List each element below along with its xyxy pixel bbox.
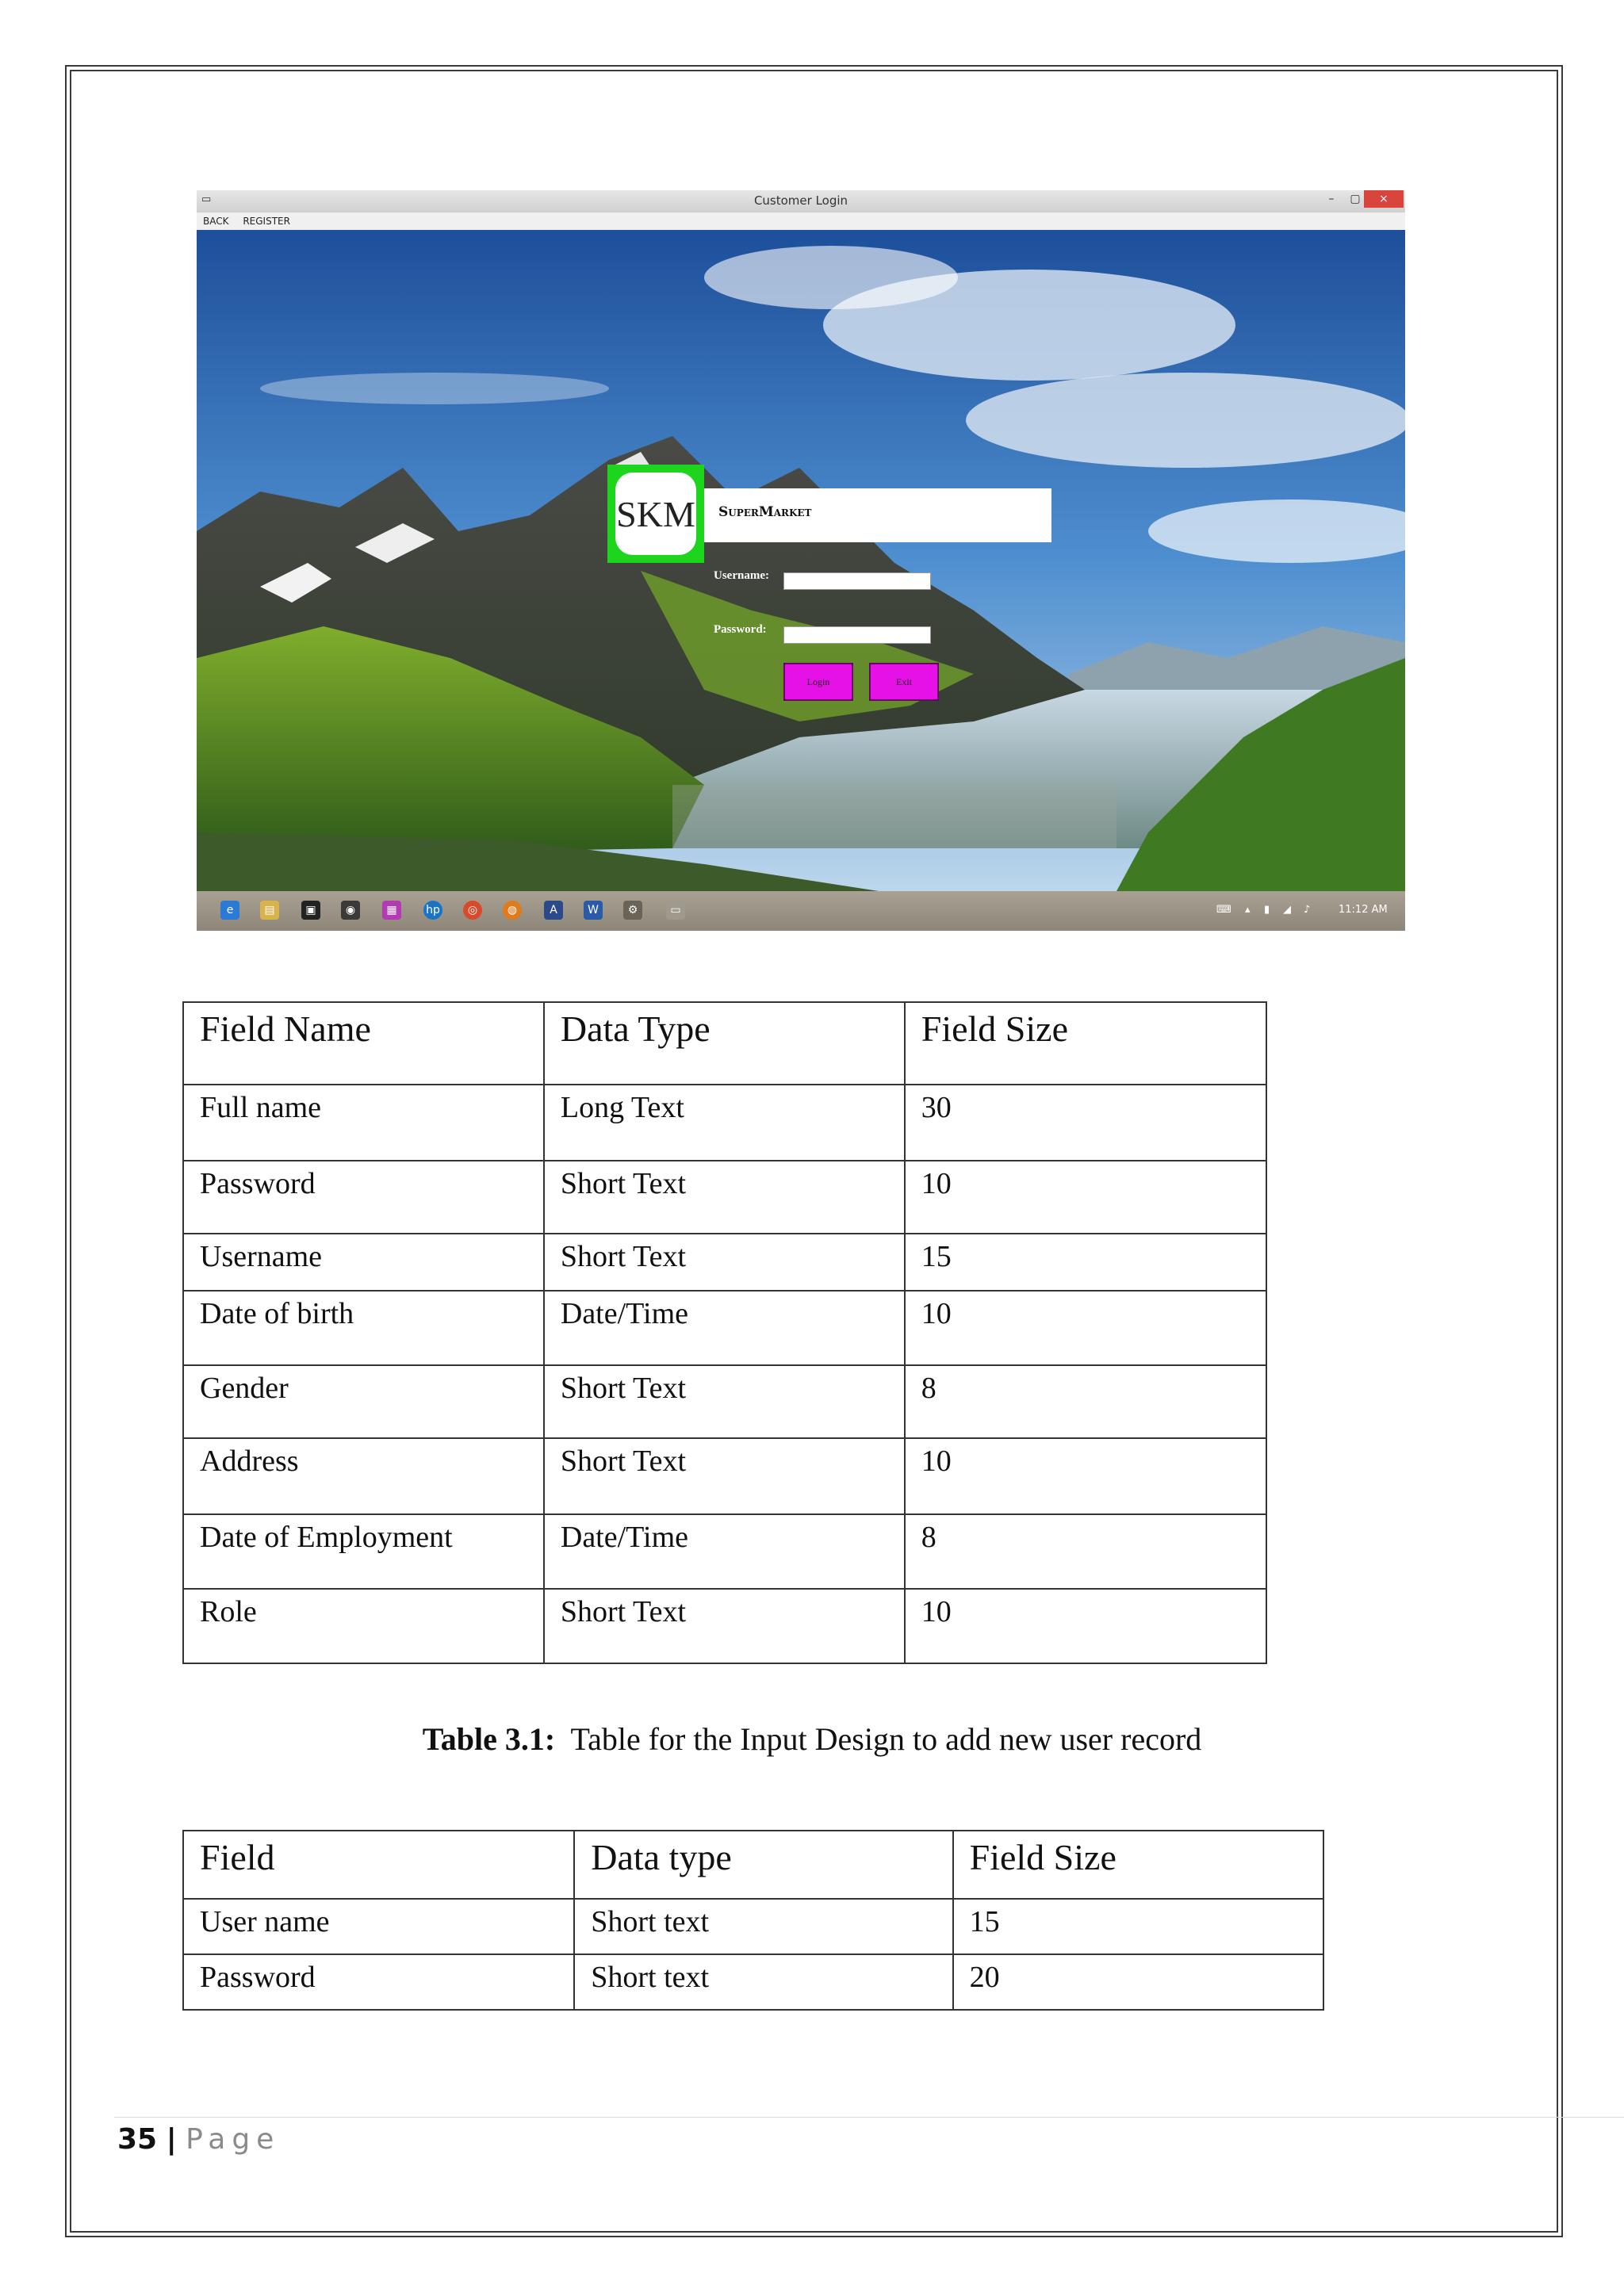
tool-icon[interactable]: ⚙ — [623, 901, 642, 920]
table-cell: Short Text — [544, 1438, 905, 1514]
brand-name: SuperMarket — [718, 504, 812, 520]
table-cell: Date/Time — [544, 1291, 905, 1365]
table-row — [183, 1365, 1266, 1438]
skm-logo — [607, 465, 704, 563]
window-titlebar — [197, 190, 1405, 212]
media-icon[interactable]: ▣ — [301, 901, 320, 920]
username-input[interactable] — [783, 572, 931, 590]
network-icon[interactable]: ▮ — [1264, 904, 1270, 916]
table-cell: User name — [183, 1899, 574, 1954]
landscape-image — [197, 230, 1405, 891]
login-button[interactable]: Login — [783, 663, 853, 701]
table-cell: Address — [183, 1438, 544, 1514]
landscape-background — [197, 230, 1405, 891]
menu-register[interactable]: REGISTER — [243, 216, 290, 227]
table-cell: 10 — [905, 1589, 1266, 1663]
app-icon-purple[interactable]: ▦ — [382, 901, 401, 920]
table-cell: Short text — [574, 1899, 952, 1954]
close-icon[interactable]: × — [1364, 190, 1404, 208]
password-input[interactable] — [783, 626, 931, 644]
table-row — [183, 1438, 1266, 1514]
window-menubar — [197, 212, 1405, 231]
table-caption — [0, 1720, 1624, 1758]
table-cell: Password — [183, 1161, 544, 1234]
table-row — [183, 1954, 1323, 2010]
table-cell: 15 — [953, 1899, 1323, 1954]
table-row — [183, 1085, 1266, 1161]
table-cell: Short Text — [544, 1365, 905, 1438]
word-icon[interactable]: W — [584, 901, 603, 920]
header-cell: Data type — [574, 1831, 952, 1899]
hp-icon[interactable]: hp — [423, 901, 442, 920]
table-cell: 10 — [905, 1291, 1266, 1365]
page-footer — [117, 2123, 280, 2156]
table-cell: Full name — [183, 1085, 544, 1161]
table-cell: Short Text — [544, 1161, 905, 1234]
table-row — [183, 1514, 1266, 1589]
chrome-icon[interactable]: ◎ — [463, 901, 482, 920]
brand-panel — [704, 488, 1051, 542]
exit-button[interactable]: Exit — [869, 663, 939, 701]
table-row — [183, 1291, 1266, 1365]
username-label: Username: — [714, 569, 769, 582]
disc-icon[interactable]: ◉ — [341, 901, 360, 920]
password-label: Password: — [714, 623, 767, 636]
menu-back[interactable]: BACK — [203, 216, 229, 227]
page-number: 35 — [117, 2123, 158, 2156]
table-cell: Date of Employment — [183, 1514, 544, 1589]
header-cell: Data Type — [544, 1002, 905, 1085]
window-icon[interactable]: ▭ — [666, 901, 685, 920]
table-cell: Role — [183, 1589, 544, 1663]
caption-text: Table for the Input Design to add new user record — [570, 1721, 1202, 1757]
taskbar-clock: 11:12 AM — [1339, 904, 1388, 916]
table-cell: Long Text — [544, 1085, 905, 1161]
page-word: Page — [186, 2123, 281, 2156]
header-cell: Field Size — [953, 1831, 1323, 1899]
maximize-icon[interactable]: ▢ — [1350, 193, 1361, 205]
table-cell: 8 — [905, 1365, 1266, 1438]
login-window-screenshot — [197, 190, 1405, 931]
minimize-icon[interactable]: – — [1328, 193, 1335, 205]
table-cell: Short text — [574, 1954, 952, 2010]
table-cell: 8 — [905, 1514, 1266, 1589]
keyboard-icon[interactable]: ⌨ — [1216, 904, 1231, 916]
caption-label: Table 3.1: — [422, 1721, 556, 1757]
table-header-row — [183, 1831, 1323, 1899]
table-row — [183, 1589, 1266, 1663]
table-cell: 15 — [905, 1234, 1266, 1291]
footer-divider — [114, 2117, 1624, 2118]
table-cell: Short Text — [544, 1234, 905, 1291]
user-record-table — [182, 1001, 1267, 1664]
table-row — [183, 1234, 1266, 1291]
table-cell: 10 — [905, 1161, 1266, 1234]
table-cell: 10 — [905, 1438, 1266, 1514]
windows-taskbar — [197, 891, 1405, 931]
folder-icon[interactable]: ▤ — [260, 901, 279, 920]
volume-icon[interactable]: ♪ — [1304, 904, 1311, 916]
access-icon[interactable]: A — [544, 901, 563, 920]
table-header-row — [183, 1002, 1266, 1085]
table-row — [183, 1161, 1266, 1234]
table-cell: Gender — [183, 1365, 544, 1438]
signal-icon[interactable]: ◢ — [1283, 904, 1291, 916]
table-cell: Short Text — [544, 1589, 905, 1663]
table-cell: Date/Time — [544, 1514, 905, 1589]
table-cell: 20 — [953, 1954, 1323, 2010]
app-window-icon: ▭ — [201, 193, 212, 205]
table-row — [183, 1899, 1323, 1954]
ie-icon[interactable]: e — [220, 901, 239, 920]
footer-separator: | — [166, 2123, 177, 2156]
table-cell: Password — [183, 1954, 574, 2010]
logo-text: SKM — [615, 473, 696, 555]
login-table — [182, 1830, 1324, 2011]
table-cell: 30 — [905, 1085, 1266, 1161]
table-cell: Username — [183, 1234, 544, 1291]
tray-arrow-icon[interactable]: ▴ — [1245, 904, 1251, 916]
header-cell: Field Name — [183, 1002, 544, 1085]
firefox-icon[interactable]: ◍ — [503, 901, 522, 920]
header-cell: Field Size — [905, 1002, 1266, 1085]
table-cell: Date of birth — [183, 1291, 544, 1365]
window-title: Customer Login — [753, 193, 848, 208]
header-cell: Field — [183, 1831, 574, 1899]
